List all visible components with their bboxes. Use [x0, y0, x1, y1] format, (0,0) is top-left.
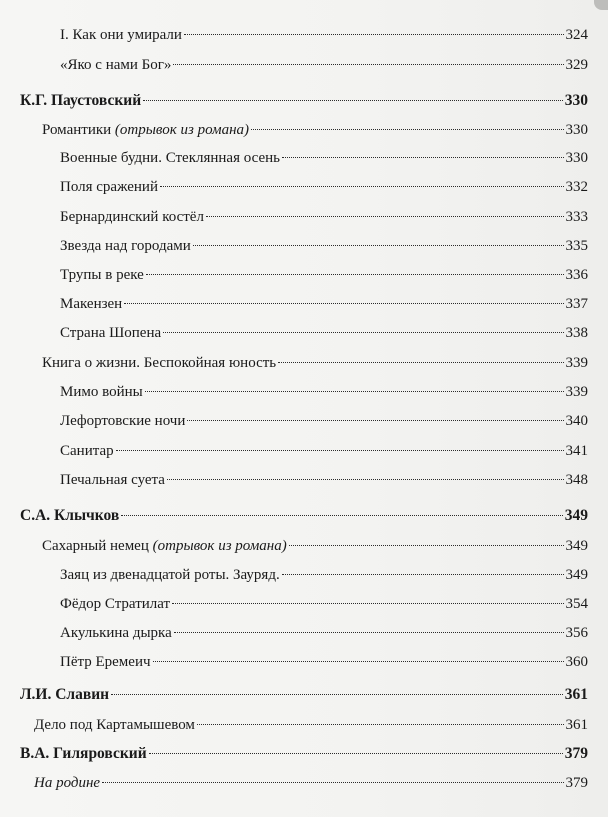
toc-page-number: 339	[565, 355, 588, 371]
toc-title	[20, 506, 119, 526]
dot-leader	[289, 545, 564, 546]
toc-entry-row	[60, 207, 588, 227]
toc-title	[60, 265, 144, 285]
toc-title-part: Мимо войны	[60, 384, 143, 400]
toc-title-part: Санитар	[60, 443, 114, 459]
dot-leader	[116, 450, 564, 451]
toc-title	[60, 236, 191, 256]
toc-entry-row	[60, 148, 588, 168]
dot-leader	[163, 332, 563, 333]
toc-page-number: 332	[565, 179, 588, 195]
toc-page-number: 340	[565, 413, 588, 429]
toc-entry-row	[60, 294, 588, 314]
dot-leader	[197, 724, 564, 725]
toc-entry-row	[42, 353, 588, 373]
toc-title	[20, 685, 109, 705]
toc-entry-row	[60, 382, 588, 402]
toc-title-part: С.А. Клычков	[20, 507, 120, 524]
toc-author-row	[20, 91, 588, 111]
toc-page-number: 349	[565, 567, 588, 583]
dot-leader	[102, 782, 563, 783]
toc-title-part: Заяц из двенадцатой роты. Зауряд.	[60, 567, 280, 583]
toc-title	[42, 120, 249, 140]
toc-author-row	[20, 685, 588, 705]
toc-page-number: 349	[565, 538, 588, 554]
toc-title	[60, 207, 204, 227]
toc-title-part: Страна Шопена	[60, 325, 162, 341]
dot-leader	[184, 34, 564, 35]
toc-page-number: 333	[565, 209, 588, 225]
toc-entry-row	[60, 25, 588, 45]
toc-title	[60, 470, 165, 490]
toc-page-number: 361	[565, 717, 588, 733]
toc-title	[60, 594, 170, 614]
toc-title-part: «Яко с нами Бог»	[60, 57, 172, 73]
dot-leader	[145, 391, 564, 392]
toc-title-part: (отрывок из романа)	[114, 122, 250, 138]
toc-title	[34, 715, 195, 735]
dot-leader	[149, 753, 563, 754]
toc-entry-row	[60, 411, 588, 431]
toc-author-row	[20, 744, 588, 764]
toc-title-part: Книга о жизни. Беспокойная юность	[42, 355, 277, 371]
toc-title-part: К.Г. Паустовский	[20, 92, 142, 109]
toc-entry-row	[60, 236, 588, 256]
toc-title	[20, 91, 141, 111]
toc-entry-row	[60, 623, 588, 643]
toc-page-number: 336	[565, 267, 588, 283]
toc-title	[60, 623, 172, 643]
toc-page-number: 341	[565, 443, 588, 459]
toc-title	[60, 323, 161, 343]
toc-page-number: 329	[565, 57, 588, 73]
dot-leader	[251, 129, 563, 130]
toc-title	[60, 55, 171, 75]
toc-title	[60, 294, 122, 314]
dot-leader	[167, 479, 564, 480]
toc-entry-row	[60, 55, 588, 75]
toc-page-number: 335	[565, 238, 588, 254]
toc-entry-row	[60, 652, 588, 672]
dot-leader	[172, 603, 563, 604]
toc-page-number: 337	[565, 296, 588, 312]
dot-leader	[153, 661, 564, 662]
toc-title-part: Бернардинский костёл	[60, 209, 204, 225]
toc-entry-row	[34, 715, 588, 735]
toc-title	[42, 353, 276, 373]
toc-page-number: 330	[564, 92, 588, 109]
toc-title	[60, 411, 185, 431]
toc-title-part: Л.И. Славин	[20, 686, 110, 703]
toc-title-part: Романтики	[42, 122, 115, 138]
toc-title-part: Звезда над городами	[60, 238, 191, 254]
toc-title	[34, 773, 100, 793]
toc-title-part: Акулькина дырка	[60, 625, 172, 641]
toc-page-number: 349	[564, 507, 588, 524]
toc-title-part: На родине	[34, 775, 101, 791]
toc-title-part: Военные будни. Стеклянная осень	[60, 150, 280, 166]
toc-title-part: Пётр Еремеич	[60, 654, 151, 670]
toc-entry-row	[42, 536, 588, 556]
toc-title-part: Трупы в реке	[60, 267, 144, 283]
toc-entry-row	[60, 323, 588, 343]
toc-title-part: Дело под Картамышевом	[34, 717, 195, 733]
toc-title	[60, 441, 114, 461]
toc-title-part: I. Как они умирали	[60, 27, 182, 43]
dot-leader	[206, 216, 564, 217]
dot-leader	[121, 515, 562, 516]
toc-author-row	[20, 506, 588, 526]
toc-page-number: 330	[565, 122, 588, 138]
toc-entry-row	[60, 470, 588, 490]
toc-title	[60, 565, 280, 585]
toc-page-number: 379	[564, 745, 588, 762]
toc-title	[60, 177, 158, 197]
toc-title-part: Лефортовские ночи	[60, 413, 186, 429]
dot-leader	[278, 362, 563, 363]
toc-title	[42, 536, 287, 556]
toc-entry-row	[60, 177, 588, 197]
toc-title	[20, 744, 147, 764]
toc-entry-row	[42, 120, 588, 140]
toc-entry-row	[34, 773, 588, 793]
dot-leader	[111, 694, 563, 695]
toc-title-part: (отрывок из романа)	[152, 538, 287, 554]
toc-title	[60, 148, 280, 168]
dot-leader	[124, 303, 563, 304]
dot-leader	[173, 64, 563, 65]
toc-entry-row	[60, 594, 588, 614]
toc-title	[60, 25, 182, 45]
toc-page-number: 361	[564, 686, 588, 703]
page-corner-mark	[594, 0, 608, 10]
toc-entry-row	[60, 441, 588, 461]
toc-title	[60, 382, 143, 402]
dot-leader	[143, 100, 563, 101]
dot-leader	[187, 420, 563, 421]
dot-leader	[282, 574, 564, 575]
toc-page-number: 379	[565, 775, 588, 791]
toc-page-number: 348	[565, 472, 588, 488]
toc-page-number: 338	[565, 325, 588, 341]
dot-leader	[160, 186, 564, 187]
toc-page-number: 356	[565, 625, 588, 641]
toc-page-number: 324	[565, 27, 588, 43]
dot-leader	[193, 245, 564, 246]
dot-leader	[146, 274, 564, 275]
toc-page-number: 330	[565, 150, 588, 166]
toc-title-part: Фёдор Стратилат	[60, 596, 171, 612]
toc-title-part: Сахарный немец	[42, 538, 153, 554]
toc-title-part: Печальная суета	[60, 472, 165, 488]
toc-title	[60, 652, 151, 672]
toc-title-part: Поля сражений	[60, 179, 158, 195]
dot-leader	[282, 157, 564, 158]
toc-title-part: В.А. Гиляровский	[20, 745, 147, 762]
toc-page-number: 360	[565, 654, 588, 670]
toc-title-part: Макензен	[60, 296, 123, 312]
toc-entry-row	[60, 565, 588, 585]
dot-leader	[174, 632, 564, 633]
toc-entry-row	[60, 265, 588, 285]
toc-page-number: 354	[565, 596, 588, 612]
toc-page-number: 339	[565, 384, 588, 400]
